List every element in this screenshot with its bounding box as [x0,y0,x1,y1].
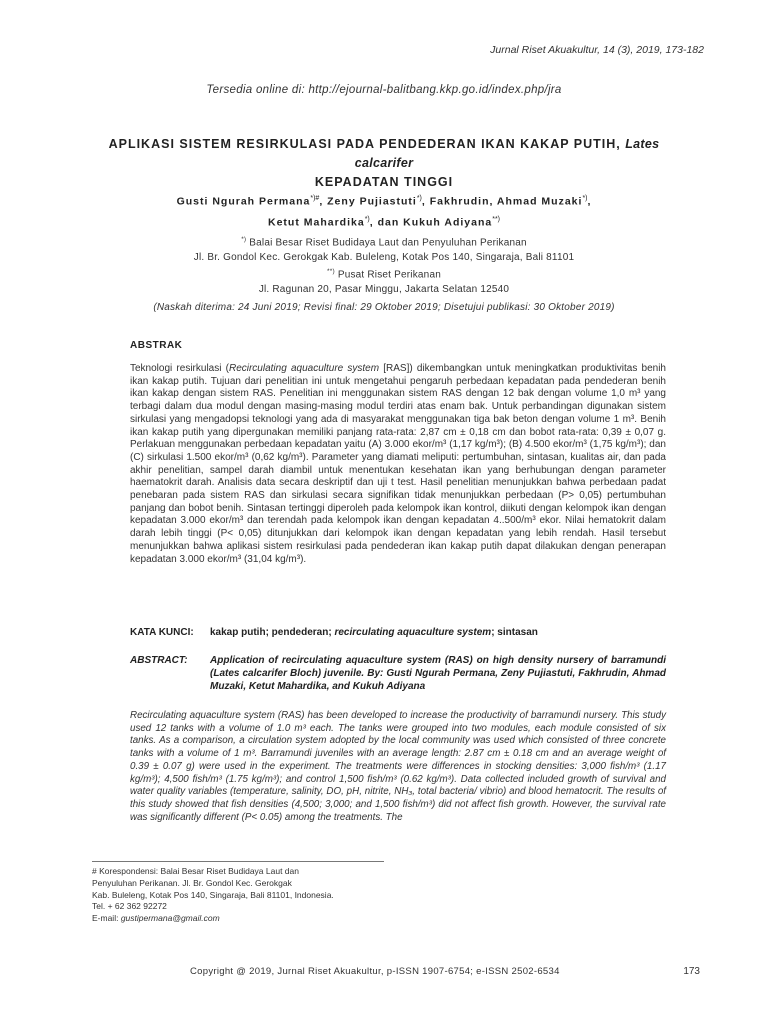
author-5-mark: *) [364,215,370,223]
email-address[interactable]: gustipermana@gmail.com [120,913,220,924]
affiliation-2-name: Pusat Riset Perikanan [337,269,441,281]
footnote-line-4: Tel. + 62 362 92272 [92,901,167,912]
author-1: Gusti Ngurah Permana [176,195,311,208]
footnote-email-line [92,913,412,925]
keywords-part-1: kakap putih; pendederan; [210,627,335,638]
keywords-part-2: recirculating aquaculture system [334,627,492,638]
author-6: , dan Kukuh Adiyana [369,216,493,228]
abstrak-body [130,363,666,566]
author-6-mark: **) [492,215,500,223]
author-list [80,190,688,231]
title-species: Lates calcarifer [354,137,660,170]
affiliation-2 [80,264,688,297]
paper-title [80,135,688,192]
online-availability: Tersedia online di: http://ejournal-balitbang.kkp.go.id/index.php/jra [206,84,562,96]
title-line2: KEPADATAN TINGGI [314,175,454,189]
affiliation-2-mark: **) [327,268,335,275]
journal-reference: Jurnal Riset Akuakultur, 14 (3), 2019, 173-182 [490,44,704,56]
affiliation-1-name: Balai Besar Riset Budidaya Laut dan Penyuluhan Perikanan [249,237,527,249]
email-label: E-mail: [92,913,121,924]
author-2: , Zeny Pujiastuti [319,195,417,208]
footnote-line-1: # Korespondensi: Balai Besar Riset Budidaya Laut dan [92,866,299,876]
manuscript-history: (Naskah diterima: 24 Juni 2019; Revisi final: 29 Oktober 2019; Disetujui publikasi: 30 Oktober 2019) [153,302,615,313]
author-3-mark: *) [582,195,588,202]
abstrak-rest: [RAS]) dikembangkan untuk meningkatkan produktivitas benih ikan kakap putih. Tujuan dari penelitian ini untuk mengetahui pengaruh perbedaan kepadatan pada pendederan benih ikan kakap dengan sistem RAS. Penelitian ini menggunakan sistem RAS dengan 12 bak dengan volume 1,0 m³ yang terbagi dalam dua modul dengan masing-masing modul terdiri atas enam bak. Untuk perbandingan digunakan sistem sirkulasi yang mengadopsi teknologi yang ada di masyarakat menggunakan tiga bak beton dengan volume 1 m³. Benih ikan kakap putih yang dipergunakan memiliki panjang rata-rata: 2,87 cm ± 0,18 cm dan bobot rata-rata: 0,39 ± 0,07 g. Perlakuan menggunakan perbedaan kepadatan yaitu (A) 3.000 ekor/m³ (1,17 kg/m³); (B) 4.500 ekor/m³ (1,75 kg/m³); dan (C) sirkulasi 1.500 ekor/m³ (0,62 kg/m³). Parameter yang diamati meliputi: pertumbuhan, sintasan, kualitas air, dan pada akhir penelitian, sampel darah diambil untuk menentukan kesehatan ikan yang berhubungan dengan parameter haematokrit darah. Analisis data secara deskriptif dan uji t test. Hasil penelitian menunjukkan bahwa perbedaan padat penebaran pada sistem RAS dan sirkulasi secara signifikan tidak menunjukkan perbedaan (P> 0,05) pertumbuhan panjang dan bobot benih. Sintasan tertinggi diperoleh pada kelompok ikan kontrol, diikuti dengan kelompok ikan dengan kepadatan 3.000 ekor/m³ dan terendah pada kelompok ikan dengan kepadatan 4..500/m³ ekor. Nilai hematokrit dalam darah lebih tinggi (P< 0,05) ditunjukkan dari kelompok ikan dengan kepadatan yang lebih rendah. Hasil tersebut menunjukkan bahwa aplikasi sistem resirkulasi pada pendederan ikan kakap putih dapat dilakukan dengan penerapan kepadatan 3.000 ekor/m³ (31,04 kg/m³). [130,363,666,565]
abstract-en-label: ABSTRACT: [130,655,188,666]
affiliation-1-address: Jl. Br. Gondol Kec. Gerokgak Kab. Buleleng, Kotak Pos 140, Singaraja, Bali 81101 [193,252,575,264]
author-2-mark: *) [416,195,422,202]
abstract-en-body: Recirculating aquaculture system (RAS) has been developed to increase the productivity of barramundi nursery. This study used 12 tanks with a volume of 1.0 m³ each. The tanks were grouped into two modules, each module consisted of six tanks. As a comparison, a circulation system adopted by the local community was used which consisted of three concrete tanks with a volume of 1 m³. Barramundi juveniles with an average length: 2.87 cm ± 0.18 cm and an average weight of 0.39 ± 0.07 g) were used in the experiment. The treatments were differences in stocking densities: 3,000 fish/m³ (1.17 kg/m³); 4,500 fish/m³ (1.75 kg/m³); and control 1,500 fish/m³ (0.62 kg/m³). Data collected included growth of survival and water quality variables (temperature, salinity, DO, pH, nitrite, NH₃, total bacteria/ vibrio) and blood hematocrit. The results of this study showed that fish densities (4,500; 3,000; and 1,500 fish/m³) did not affect fish growth. However, the survival rate was significantly different (P< 0.05) among the treatments. The [130,710,666,823]
title-main: APLIKASI SISTEM RESIRKULASI PADA PENDEDERAN IKAN KAKAP PUTIH, [108,137,626,151]
author-separator: , [587,195,592,208]
footnote-line-2: Penyuluhan Perikanan. Jl. Br. Gondol Kec. Gerokgak [92,877,292,888]
correspondence-footnote [92,866,412,925]
affiliation-1 [80,232,688,265]
author-5: Ketut Mahardika [268,216,365,228]
keywords-part-3: ; sintasan [491,627,538,638]
abstrak-heading: ABSTRAK [130,340,183,351]
abstract-en-title: Application of recirculating aquaculture system (RAS) on high density nursery of barramundi (Lates calcarifer Bloch) juvenile. By: Gusti Ngurah Permana, Zeny Pujiastuti, Fakhrudin, Ahmad Muzaki, Ketut Mahardika, and Kukuh Adiyana [210,655,666,692]
footnote-divider [92,861,384,862]
author-3: , Fakhrudin, Ahmad Muzaki [421,195,583,208]
affiliation-1-mark: *) [241,236,247,243]
author-1-mark: *)# [310,195,320,202]
affiliation-2-address: Jl. Ragunan 20, Pasar Minggu, Jakarta Selatan 12540 [258,284,510,296]
abstrak-start: Teknologi resirkulasi ( [130,363,229,374]
keywords [130,627,666,638]
abstrak-term: Recirculating aquaculture system [228,363,380,374]
page-number: 173 [683,966,700,977]
copyright-footer: Copyright @ 2019, Jurnal Riset Akuakultur, p-ISSN 1907-6754; e-ISSN 2502-6534 [190,966,560,977]
keywords-label: KATA KUNCI: [130,627,194,638]
footnote-line-3: Kab. Buleleng, Kotak Pos 140, Singaraja, Bali 81101, Indonesia. [92,889,334,900]
